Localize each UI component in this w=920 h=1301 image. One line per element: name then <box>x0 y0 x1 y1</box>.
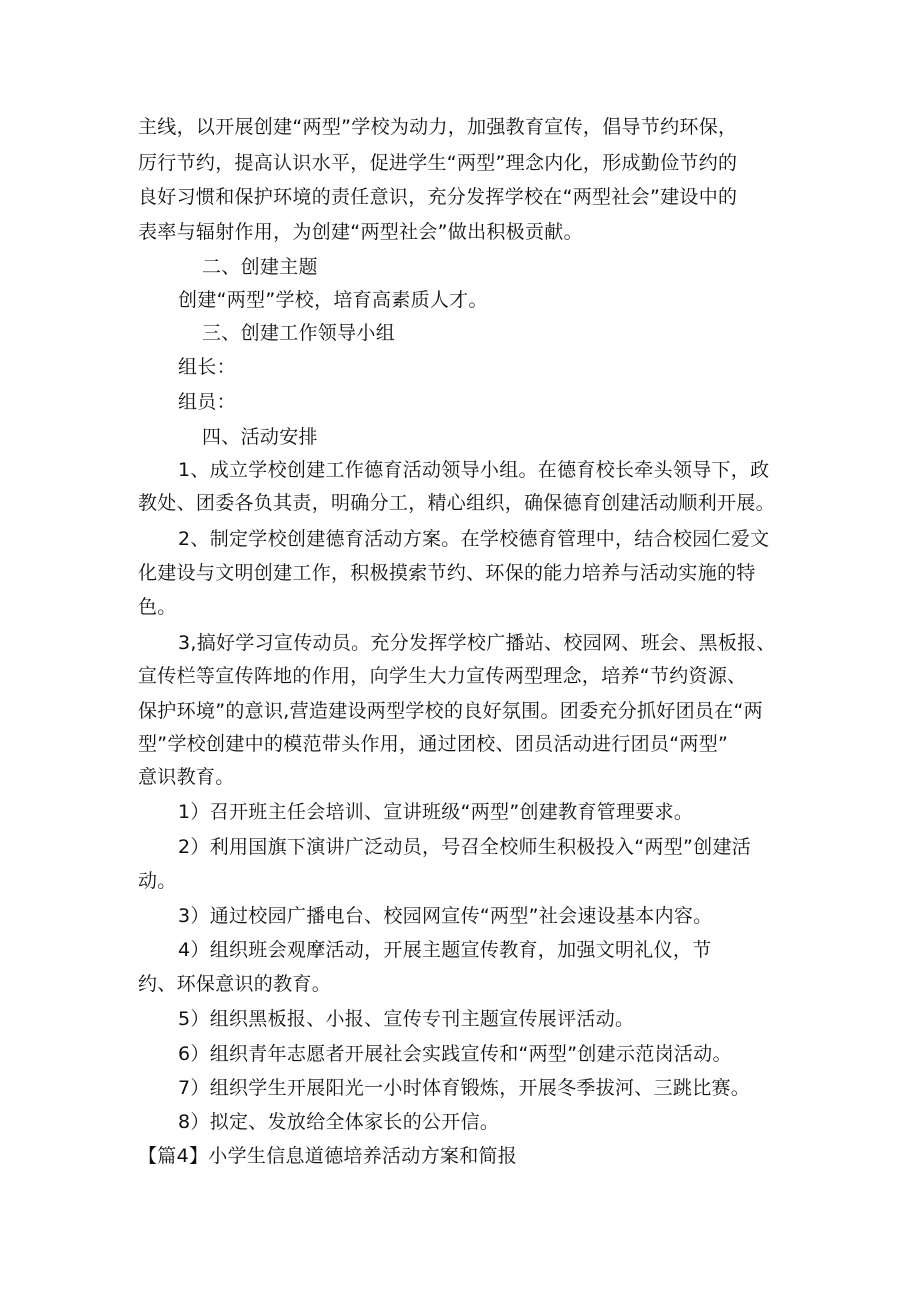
member-label: 组员： <box>178 391 236 413</box>
activity-line-1: 1、成立学校创建工作德育活动领导小组。在德育校长牵头领导下，政 <box>178 459 770 481</box>
activity-line-6: 3,搞好学习宣传动员。充分发挥学校广播站、校园网、班会、黑板报、 <box>178 632 776 654</box>
activity-line-5: 色。 <box>138 596 177 618</box>
section-heading-activities: 四、活动安排 <box>202 426 318 448</box>
list-item-4: 4）组织班会观摩活动，开展主题宣传教育，加强文明礼仪，节 <box>178 939 712 961</box>
body-line-3: 良好习惯和保护环境的责任意识，充分发挥学校在“两型社会”建设中的 <box>138 186 738 208</box>
list-item-3: 3）通过校园广播电台、校园网宣传“两型”社会速设基本内容。 <box>178 905 713 927</box>
leader-label: 组长： <box>178 356 236 378</box>
list-item-7: 7）组织学生开展阳光一小时体育锻炼，开展冬季拔河、三跳比赛。 <box>178 1077 751 1099</box>
list-item-2: 2）利用国旗下演讲广泛动员，号召全校师生积极投入“两型”创建活 <box>178 836 752 858</box>
activity-line-3: 2、制定学校创建德育活动方案。在学校德育管理中，结合校园仁爱文 <box>178 528 770 550</box>
list-item-1: 1）召开班主任会培训、宣讲班级“两型”创建教育管理要求。 <box>178 801 694 823</box>
section-heading-leadership: 三、创建工作领导小组 <box>202 322 396 344</box>
list-item-4-continued: 约、环保意识的教育。 <box>138 973 332 995</box>
next-article-title: 【篇4】小学生信息道德培养活动方案和简报 <box>138 1145 518 1167</box>
activity-line-9: 型”学校创建中的模范带头作用，通过团校、团员活动进行团员“两型” <box>138 733 729 755</box>
list-item-5: 5）组织黑板报、小报、宣传专刊主题宣传展评活动。 <box>178 1008 635 1030</box>
activity-line-7: 宣传栏等宣传阵地的作用，向学生大力宣传两型理念，培养“节约资源、 <box>138 665 747 687</box>
list-item-2-continued: 动。 <box>138 870 177 892</box>
activity-line-8: 保护环境”的意识,营造建设两型学校的良好氛围。团委充分抓好团员在“两 <box>138 700 763 722</box>
activity-line-2: 教处、团委各负其责，明确分工，精心组织，确保德育创建活动顺利开展。 <box>138 492 775 514</box>
body-line-2: 厉行节约，提高认识水平，促进学生“两型”理念内化，形成勤俭节约的 <box>138 152 738 174</box>
activity-line-4: 化建设与文明创建工作，积极摸索节约、环保的能力培养与活动实施的特 <box>138 562 756 584</box>
activity-line-10: 意识教育。 <box>138 766 235 788</box>
list-item-6: 6）组织青年志愿者开展社会实践宣传和“两型”创建示范岗活动。 <box>178 1043 732 1065</box>
body-line-theme: 创建“两型”学校，培育高素质人才。 <box>178 289 488 311</box>
body-line-1: 主线，以开展创建“两型”学校为动力，加强教育宣传，倡导节约环保， <box>138 116 738 138</box>
section-heading-theme: 二、创建主题 <box>202 256 318 278</box>
list-item-8: 8）拟定、发放给全体家长的公开信。 <box>178 1111 500 1133</box>
body-line-4: 表率与辐射作用，为创建“两型社会”做出积极贡献。 <box>138 221 583 243</box>
